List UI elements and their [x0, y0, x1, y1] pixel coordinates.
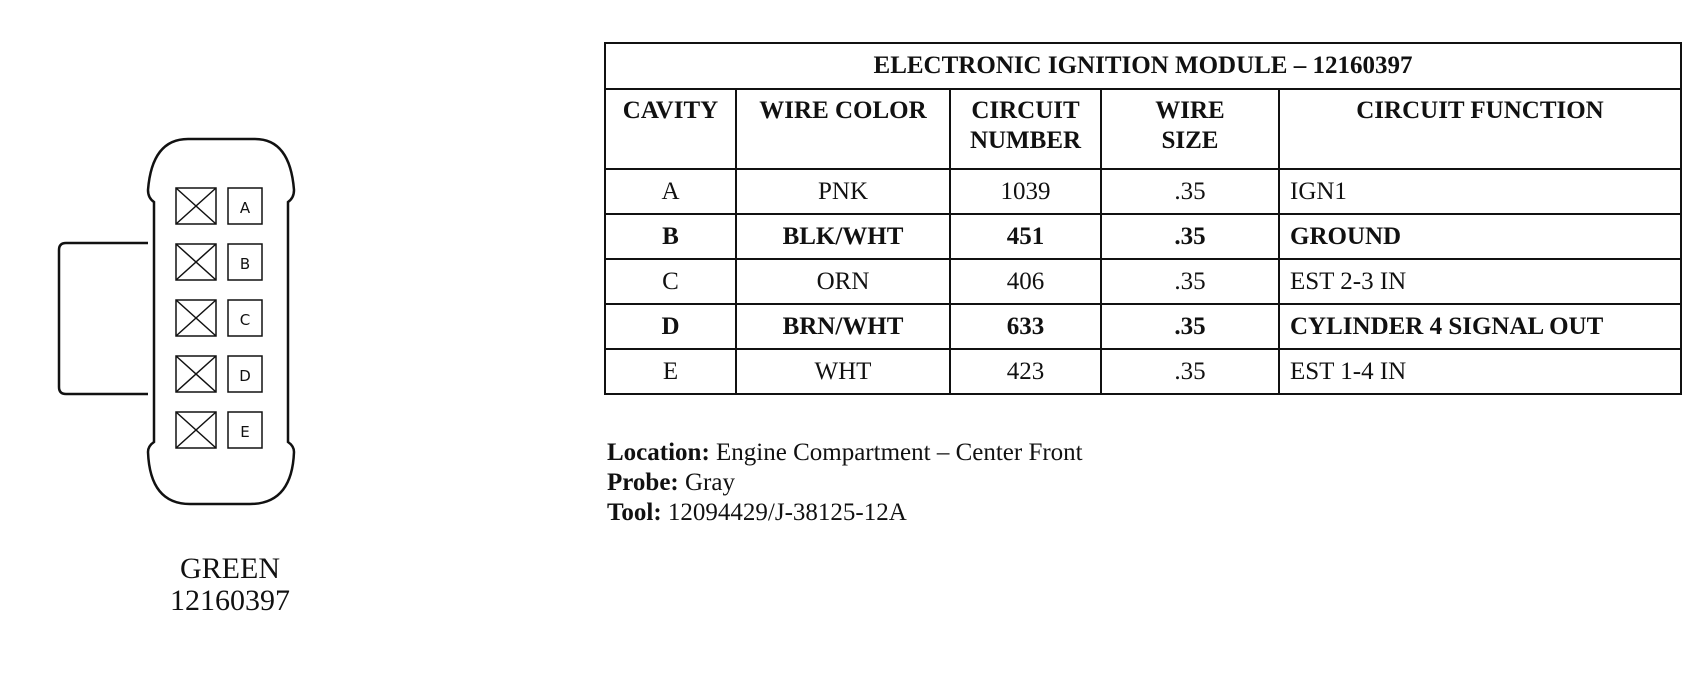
cell-circuit-number: 451 — [950, 214, 1101, 259]
table-title: ELECTRONIC IGNITION MODULE – 12160397 — [605, 43, 1681, 89]
terminal-letter: A — [239, 199, 251, 217]
cell-wire-size: .35 — [1101, 304, 1279, 349]
table-row — [605, 214, 1681, 259]
header-wire-size-line2: SIZE — [1161, 127, 1219, 154]
cell-wire-color: BRN/WHT — [736, 304, 950, 349]
cavity-row-d — [176, 356, 262, 392]
cell-circuit-function: GROUND — [1279, 214, 1681, 259]
table-row — [605, 169, 1681, 214]
cell-circuit-number: 1039 — [950, 169, 1101, 214]
terminal-letter: B — [239, 255, 251, 273]
table-row — [605, 304, 1681, 349]
cavity-row-a — [176, 188, 262, 224]
connector-part-number: 12160397 — [170, 584, 290, 617]
probe-label: Probe: — [607, 469, 679, 496]
header-circuit-number-line2: NUMBER — [969, 127, 1082, 154]
terminal-letter: C — [239, 311, 251, 329]
header-wire-size-line1: WIRE — [1155, 97, 1225, 124]
terminal-letter: D — [239, 367, 251, 385]
cell-circuit-number: 633 — [950, 304, 1101, 349]
terminal-letter: E — [240, 423, 250, 441]
header-cavity: CAVITY — [605, 89, 736, 169]
cell-cavity: D — [605, 304, 736, 349]
header-circuit-number-line1: CIRCUIT — [971, 97, 1080, 124]
location-label: Location: — [607, 439, 710, 466]
cell-wire-color: BLK/WHT — [736, 214, 950, 259]
probe-value: Gray — [685, 469, 735, 496]
cell-circuit-function: IGN1 — [1279, 169, 1681, 214]
cell-circuit-function: CYLINDER 4 SIGNAL OUT — [1279, 304, 1681, 349]
cell-cavity: C — [605, 259, 736, 304]
cavity-row-b — [176, 244, 262, 280]
tool-value: 12094429/J-38125-12A — [667, 499, 907, 526]
cell-cavity: E — [605, 349, 736, 394]
header-wire-color: WIRE COLOR — [736, 89, 950, 169]
cell-wire-size: .35 — [1101, 214, 1279, 259]
cell-wire-size: .35 — [1101, 259, 1279, 304]
header-wire-size — [1101, 89, 1279, 169]
cell-wire-size: .35 — [1101, 169, 1279, 214]
cell-circuit-function: EST 2-3 IN — [1279, 259, 1681, 304]
table-row — [605, 349, 1681, 394]
probe-line — [607, 468, 1083, 498]
location-value: Engine Compartment – Center Front — [716, 439, 1083, 466]
pinout-table — [604, 42, 1682, 395]
table-row — [605, 259, 1681, 304]
connector-info-block — [607, 438, 1083, 528]
cell-circuit-number: 423 — [950, 349, 1101, 394]
header-circuit-number — [950, 89, 1101, 169]
location-line — [607, 438, 1083, 468]
cell-wire-color: ORN — [736, 259, 950, 304]
tool-line — [607, 498, 1083, 528]
connector-latch-tab — [59, 243, 148, 394]
cell-wire-color: WHT — [736, 349, 950, 394]
cell-wire-size: .35 — [1101, 349, 1279, 394]
connector-color-label: GREEN — [180, 552, 280, 585]
cell-cavity: B — [605, 214, 736, 259]
cell-circuit-number: 406 — [950, 259, 1101, 304]
table-header-row — [605, 89, 1681, 169]
cell-wire-color: PNK — [736, 169, 950, 214]
connector-body-outline — [148, 139, 294, 504]
tool-label: Tool: — [607, 499, 662, 526]
cell-cavity: A — [605, 169, 736, 214]
cavity-row-e — [176, 412, 262, 448]
header-circuit-function: CIRCUIT FUNCTION — [1279, 89, 1681, 169]
cell-circuit-function: EST 1-4 IN — [1279, 349, 1681, 394]
cavity-row-c — [176, 300, 262, 336]
